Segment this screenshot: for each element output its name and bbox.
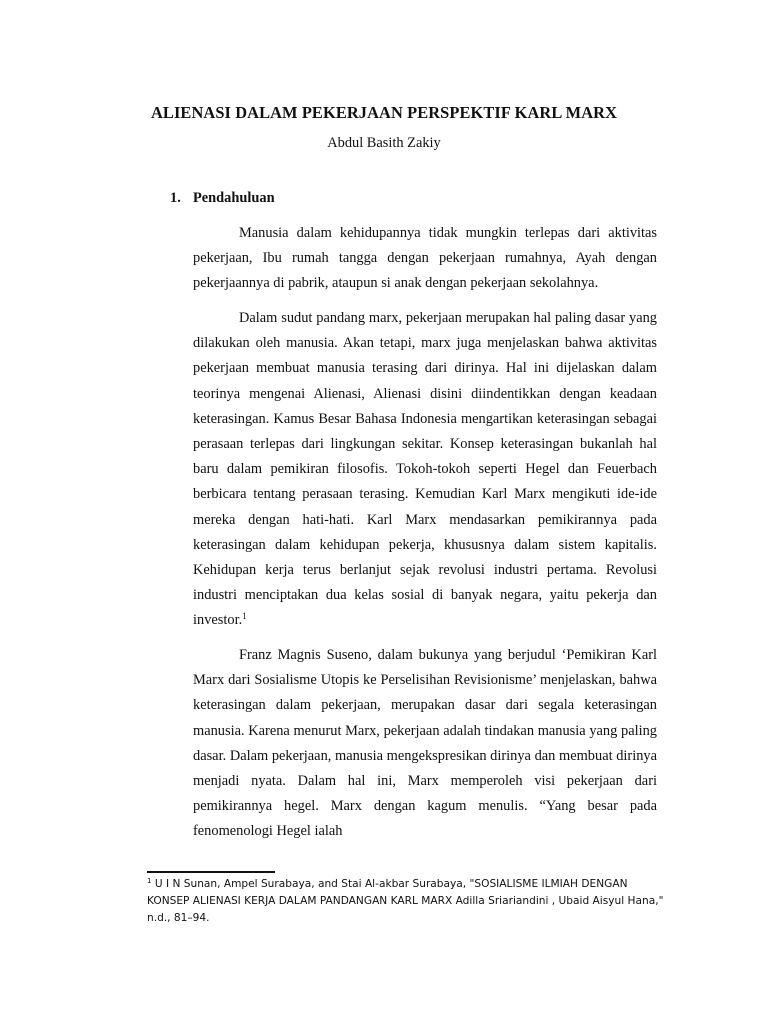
paragraph-text: Manusia dalam kehidupannya tidak mungkin terlepas dari aktivitas pekerjaan, Ibu rumah tangga dengan pekerjaan rumahnya, Ayah dengan pekerjaannya di pabrik, ataupun si anak dengan pekerjaan sekolahnya. bbox=[193, 225, 657, 292]
section-number: 1. bbox=[170, 190, 181, 206]
paragraph-text: Franz Magnis Suseno, dalam bukunya yang berjudul ‘Pemikiran Karl Marx dari Sosialisme Utopis ke Perselisihan Revisionisme’ menjelaskan, bahwa keterasingan dalam pekerjaan, merupakan dasar dari segala keterasingan manusia. Karena menurut Marx, pekerjaan adalah tindakan manusia yang paling dasar. Dalam pekerjaan, manusia mengekspresikan dirinya dan membuat dirinya menjadi nyata. Dalam hal ini, Marx memperoleh visi pekerjaan dari pemikirannya hegel. Marx dengan kagum menulis. “Yang besar pada fenomenologi Hegel ialah bbox=[193, 647, 657, 840]
paragraph bbox=[193, 643, 657, 845]
paragraph bbox=[193, 221, 657, 297]
paragraph-text: Dalam sudut pandang marx, pekerjaan merupakan hal paling dasar yang dilakukan oleh manusia. Akan tetapi, marx juga menjelaskan bahwa aktivitas pekerjaan membuat manusia terasing dari dirinya. Hal ini dijelaskan dalam teorinya mengenai Alienasi, Alienasi disini diindentikkan dengan keadaan keterasingan. Kamus Besar Bahasa Indonesia mengartikan keterasingan sebagai perasaan terlepas dari lingkungan sekitar. Konsep keterasingan bukanlah hal baru dalam pemikiran filosofis. Tokoh-tokoh seperti Hegel dan Feuerbach berbicara tentang perasaan terasing. Kemudian Karl Marx mengikuti ide-ide mereka dengan hati-hati. Karl Marx mendasarkan pemikirannya pada keterasingan dalam kehidupan pekerja, khususnya dalam sistem kapitalis. Kehidupan kerja terus berlanjut sejak revolusi industri pertama. Revolusi industri menciptakan dua kelas sosial di banyak negara, yaitu pekerja dan investor. bbox=[193, 310, 657, 629]
footnote-separator bbox=[147, 871, 275, 873]
footnote-reference: 1 bbox=[242, 611, 247, 622]
footnote-number: 1 bbox=[147, 877, 152, 885]
section-title: Pendahuluan bbox=[193, 190, 275, 206]
section-heading bbox=[170, 190, 275, 207]
author-name: Abdul Basith Zakiy bbox=[327, 135, 441, 151]
footnote-text: U I N Sunan, Ampel Surabaya, and Stai Al-akbar Surabaya, "SOSIALISME ILMIAH DENGAN KONSEP ALIENASI KERJA DALAM PANDANGAN KARL MARX Adilla Sriariandini , Ubaid Aisyul Hana," n.d., 81–94. bbox=[147, 878, 664, 924]
document-title: ALIENASI DALAM PEKERJAAN PERSPEKTIF KARL MARX bbox=[150, 103, 618, 122]
footnote bbox=[147, 876, 667, 927]
paragraph bbox=[193, 306, 657, 634]
